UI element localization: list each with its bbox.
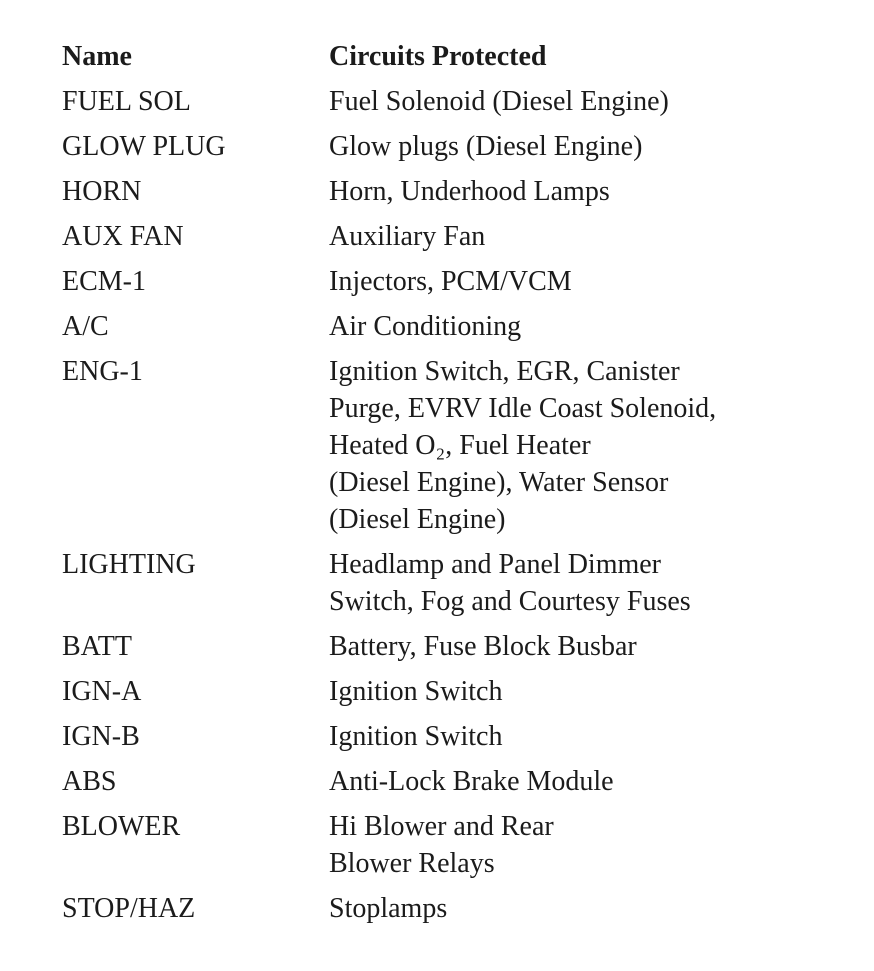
fuse-name: ECM-1	[62, 266, 146, 297]
circuits-line: Stoplamps	[329, 893, 448, 924]
fuse-name: A/C	[62, 311, 109, 342]
circuits-line: (Diesel Engine), Water Sensor	[329, 467, 669, 498]
circuits-line: Purge, EVRV Idle Coast Solenoid,	[329, 393, 717, 424]
circuits-line: Ignition Switch, EGR, Canister	[329, 356, 680, 387]
fuse-name: BLOWER	[62, 811, 181, 842]
table-row	[62, 83, 852, 128]
circuits-protected	[329, 263, 852, 308]
circuits-line: Battery, Fuse Block Busbar	[329, 631, 637, 662]
circuits-line: Injectors, PCM/VCM	[329, 266, 572, 297]
circuits-protected	[329, 808, 852, 890]
column-header-circuits: Circuits Protected	[329, 41, 547, 72]
fuse-name: ABS	[62, 766, 117, 797]
circuits-line: Switch, Fog and Courtesy Fuses	[329, 586, 691, 617]
table-row	[62, 308, 852, 353]
table-body	[62, 83, 852, 935]
table-row	[62, 628, 852, 673]
circuits-protected	[329, 308, 852, 353]
fuse-name: LIGHTING	[62, 549, 196, 580]
circuits-line: Blower Relays	[329, 848, 495, 879]
column-header-name: Name	[62, 41, 132, 72]
circuits-protected	[329, 673, 852, 718]
table-row	[62, 890, 852, 935]
circuits-line: Air Conditioning	[329, 311, 522, 342]
circuits-line: Glow plugs (Diesel Engine)	[329, 131, 643, 162]
circuits-protected	[329, 546, 852, 628]
circuits-line: Headlamp and Panel Dimmer	[329, 549, 662, 580]
fuse-name: ENG-1	[62, 356, 143, 387]
circuits-protected	[329, 128, 852, 173]
circuits-line: Anti-Lock Brake Module	[329, 766, 614, 797]
table-row	[62, 808, 852, 890]
fuse-name: STOP/HAZ	[62, 893, 196, 924]
table-row	[62, 263, 852, 308]
circuits-protected	[329, 718, 852, 763]
circuits-line: Heated O₂, Fuel Heater	[329, 430, 591, 461]
table-row	[62, 218, 852, 263]
circuits-protected	[329, 890, 852, 935]
circuits-line: Fuel Solenoid (Diesel Engine)	[329, 86, 669, 117]
circuits-protected	[329, 173, 852, 218]
circuits-line: Ignition Switch	[329, 676, 503, 707]
table-row	[62, 128, 852, 173]
table-header-row	[62, 38, 852, 83]
circuits-line: Horn, Underhood Lamps	[329, 176, 610, 207]
fuse-name: BATT	[62, 631, 132, 662]
table-row	[62, 353, 852, 546]
fuse-name: AUX FAN	[62, 221, 184, 252]
circuits-protected	[329, 218, 852, 263]
table-row	[62, 546, 852, 628]
circuits-protected	[329, 353, 852, 546]
fuse-name: HORN	[62, 176, 142, 207]
table-row	[62, 173, 852, 218]
circuits-protected	[329, 628, 852, 673]
fuse-name: IGN-A	[62, 676, 142, 707]
table-row	[62, 718, 852, 763]
fuse-table	[62, 38, 852, 935]
circuits-line: Ignition Switch	[329, 721, 503, 752]
table-row	[62, 763, 852, 808]
table-row	[62, 673, 852, 718]
fuse-name: IGN-B	[62, 721, 140, 752]
circuits-line: (Diesel Engine)	[329, 504, 506, 535]
fuse-name: FUEL SOL	[62, 86, 191, 117]
fuse-name: GLOW PLUG	[62, 131, 226, 162]
circuits-protected	[329, 83, 852, 128]
circuits-protected	[329, 763, 852, 808]
circuits-line: Hi Blower and Rear	[329, 811, 554, 842]
circuits-line: Auxiliary Fan	[329, 221, 486, 252]
